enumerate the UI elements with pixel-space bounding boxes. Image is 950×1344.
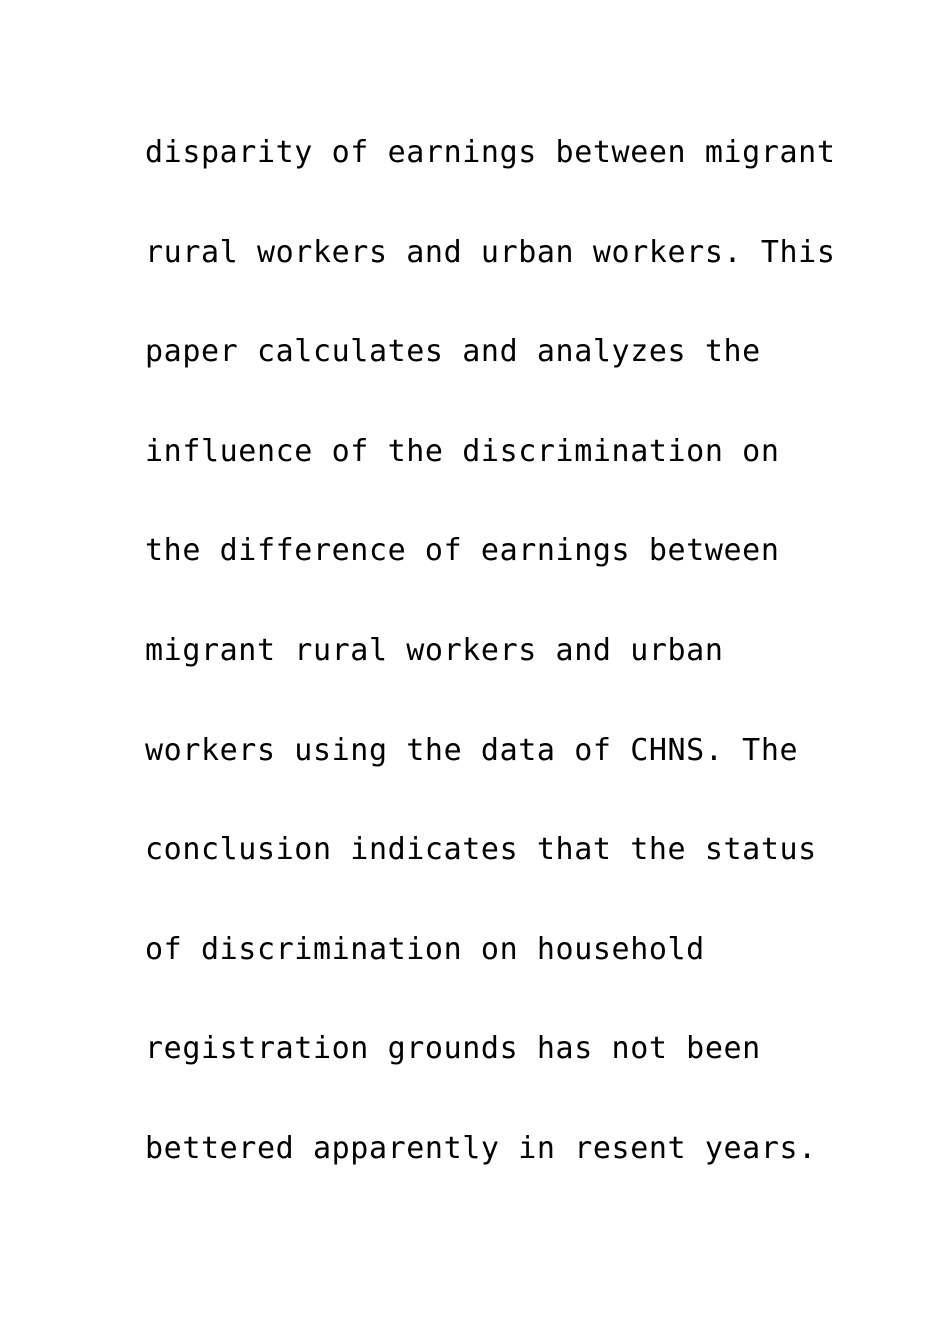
text-line: paper calculates and analyzes the	[145, 334, 761, 370]
text-line: workers using the data of CHNS. The	[145, 732, 799, 768]
text-line: influence of the discrimination on	[145, 433, 780, 469]
text-line: registration grounds has not been	[145, 1031, 761, 1067]
text-line: of discrimination on household	[145, 931, 705, 967]
text-line: conclusion indicates that the status	[145, 832, 817, 868]
text-line: rural workers and urban workers. This	[145, 234, 836, 270]
text-line: migrant rural workers and urban	[145, 632, 724, 668]
text-line: the difference of earnings between	[145, 533, 780, 569]
text-line: bettered apparently in resent years.	[145, 1130, 817, 1166]
text-line: disparity of earnings between migrant	[145, 135, 836, 170]
abstract-paragraph	[145, 122, 845, 1218]
